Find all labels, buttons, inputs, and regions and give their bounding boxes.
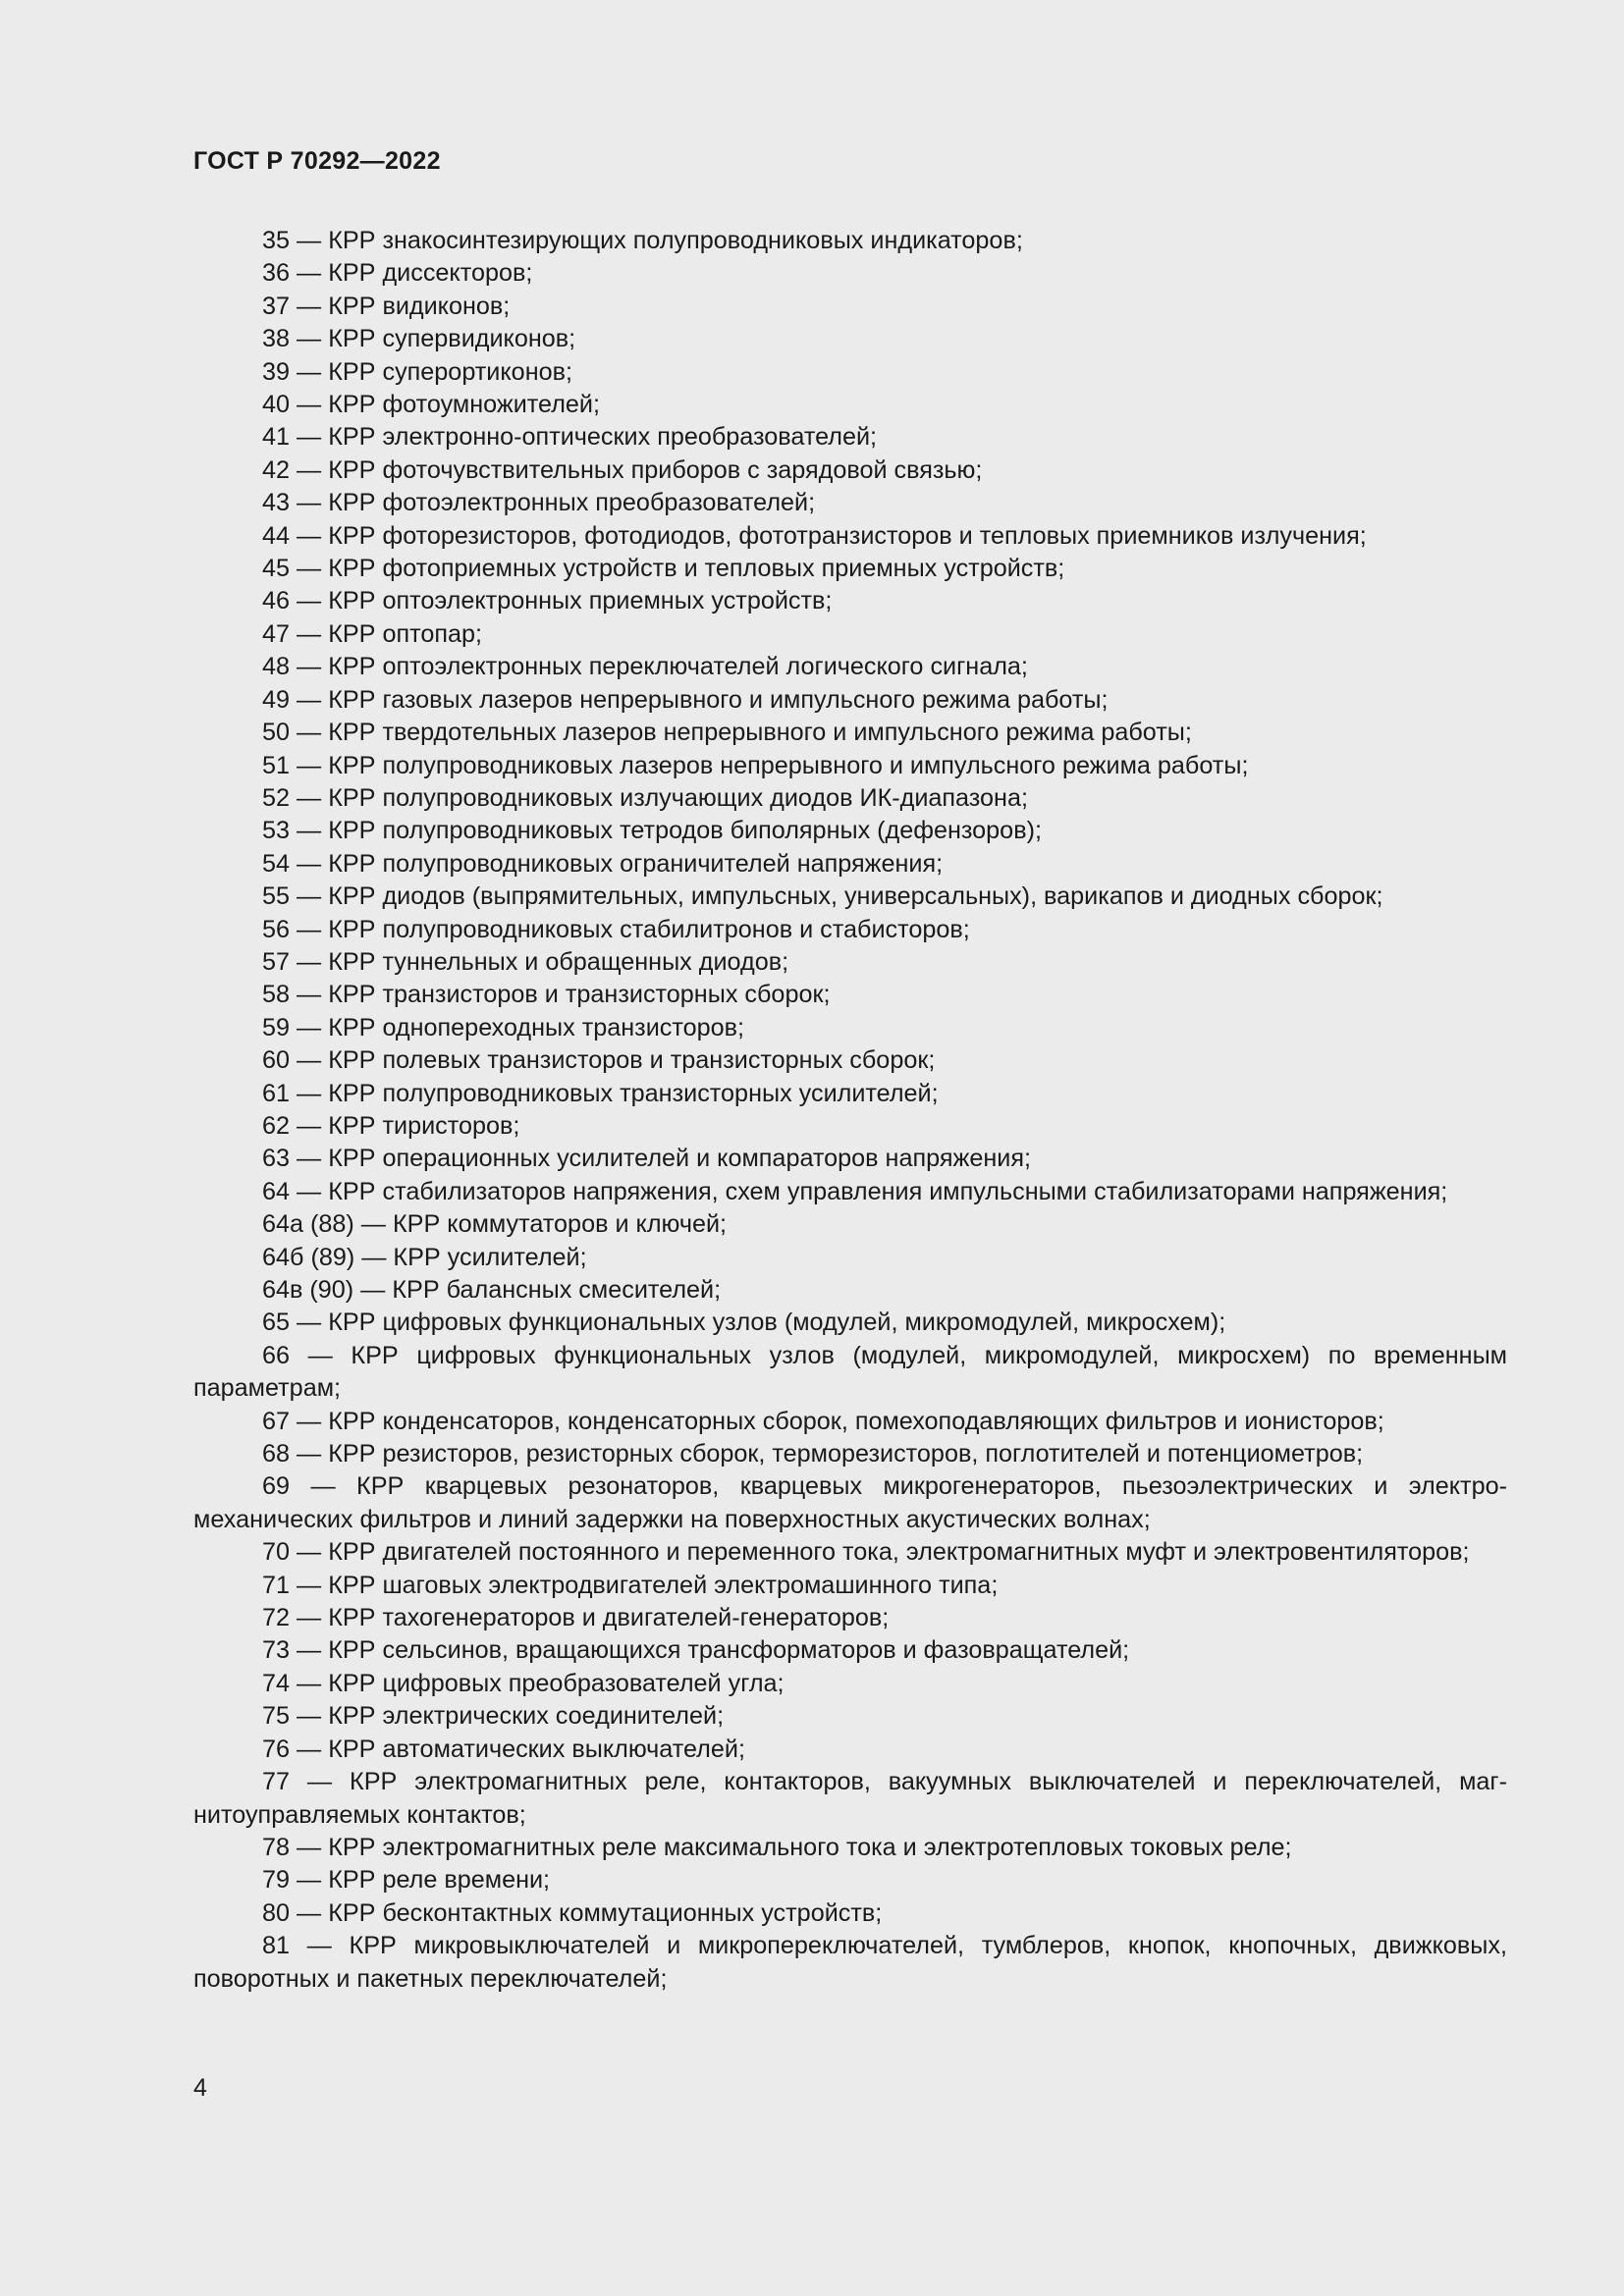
list-item: 35 — КРР знакосинтезирующих полупроводниковых индикаторов; — [262, 227, 1023, 254]
list-item: 46 — КРР оптоэлектронных приемных устройств; — [262, 587, 833, 615]
list-item: 58 — КРР транзисторов и транзисторных сборок; — [262, 981, 831, 1009]
list-item: 74 — КРР цифровых преобразователей угла; — [262, 1669, 785, 1697]
list-item: 72 — КРР тахогенераторов и двигателей-генераторов; — [262, 1604, 890, 1632]
list-item: 77 — КРР электромагнитных реле, контакторов, вакуумных выключателей и переключателей, магнитоуправляемых контактов; — [193, 1768, 1507, 1829]
list-item: 79 — КРР реле времени; — [262, 1866, 551, 1895]
list-item: 41 — КРР электронно-оптических преобразователей; — [262, 423, 878, 452]
list-item: 63 — КРР операционных усилителей и компараторов напряжения; — [262, 1145, 1031, 1173]
list-item: 64 — КРР стабилизаторов напряжения, схем управления импульсными стабилизаторами напряжения; — [262, 1177, 1448, 1205]
document-code-header: ГОСТ Р 70292—2022 — [193, 147, 441, 175]
list-item: 64в (90) — КРР балансных смесителей; — [262, 1276, 722, 1304]
list-item: 70 — КРР двигателей постоянного и переменного тока, электромагнитных муфт и электровентиляторов; — [262, 1538, 1470, 1567]
list-item: 40 — КРР фотоумножителей; — [262, 391, 601, 419]
list-item: 68 — КРР резисторов, резисторных сборок, терморезисторов, поглотителей и потенциометров; — [262, 1440, 1364, 1468]
list-item: 37 — КРР видиконов; — [262, 292, 511, 320]
list-item: 50 — КРР твердотельных лазеров непрерывного и импульсного режима работы; — [262, 719, 1192, 747]
list-item: 75 — КРР электрических соединителей; — [262, 1702, 725, 1731]
list-item: 61 — КРР полупроводниковых транзисторных усилителей; — [262, 1079, 939, 1107]
list-item: 60 — КРР полевых транзисторов и транзисторных сборок; — [262, 1046, 936, 1075]
list-item: 80 — КРР бесконтактных коммутационных устройств; — [262, 1898, 883, 1927]
list-item: 52 — КРР полупроводниковых излучающих диодов ИК-диапазона; — [262, 783, 1028, 812]
list-item: 55 — КРР диодов (выпрямительных, импульсных, универсальных), варикапов и диодных сборок; — [262, 882, 1383, 911]
list-item: 69 — КРР кварцевых резонаторов, кварцевых микрогенераторов, пьезоэлектрических и электромеханических фильтров и линий задержки на поверхностных акустических волнах; — [193, 1472, 1507, 1533]
list-item: 39 — КРР суперортиконов; — [262, 357, 572, 386]
list-item: 56 — КРР полупроводниковых стабилитронов и стабисторов; — [262, 915, 970, 943]
list-item: 59 — КРР однопереходных транзисторов; — [262, 1013, 745, 1041]
list-item: 54 — КРР полупроводниковых ограничителей напряжения; — [262, 849, 944, 878]
list-item: 71 — КРР шаговых электродвигателей электромашинного типа; — [262, 1571, 999, 1599]
list-item: 42 — КРР фоточувствительных приборов с зарядовой связью; — [262, 455, 983, 484]
list-item: 45 — КРР фотоприемных устройств и тепловых приемных устройств; — [262, 555, 1065, 583]
list-item: 76 — КРР автоматических выключателей; — [262, 1735, 745, 1763]
list-item: 43 — КРР фотоэлектронных преобразователей; — [262, 489, 816, 517]
page-number: 4 — [193, 2074, 207, 2102]
list-item: 64б (89) — КРР усилителей; — [262, 1243, 587, 1271]
list-item: 81 — КРР микровыключателей и микропереключателей, тумблеров, кнопок, кнопочных, движковых, поворотных и пакетных переключателей; — [193, 1932, 1507, 1993]
abbreviation-list — [193, 225, 1507, 1996]
list-item: 48 — КРР оптоэлектронных переключателей логического сигнала; — [262, 653, 1028, 681]
list-item: 36 — КРР диссекторов; — [262, 259, 533, 288]
list-item: 67 — КРР конденсаторов, конденсаторных сборок, помехоподавляющих фильтров и ионисторов; — [262, 1407, 1384, 1435]
list-item: 44 — КРР фоторезисторов, фотодиодов, фототранзисторов и тепловых приемников излучения; — [262, 521, 1367, 550]
list-item: 49 — КРР газовых лазеров непрерывного и импульсного режима работы; — [262, 685, 1109, 714]
list-item: 66 — КРР цифровых функциональных узлов (модулей, микромодулей, микросхем) по временным параметрам; — [193, 1341, 1507, 1403]
list-item: 47 — КРР оптопар; — [262, 619, 483, 648]
list-item: 38 — КРР супервидиконов; — [262, 325, 576, 353]
list-item: 78 — КРР электромагнитных реле максимального тока и электротепловых токовых реле; — [262, 1833, 1292, 1861]
list-item: 51 — КРР полупроводниковых лазеров непрерывного и импульсного режима работы; — [262, 751, 1249, 779]
list-item: 53 — КРР полупроводниковых тетродов биполярных (дефензоров); — [262, 817, 1042, 845]
list-item: 57 — КРР туннельных и обращенных диодов; — [262, 947, 789, 976]
list-item: 65 — КРР цифровых функциональных узлов (модулей, микромодулей, микросхем); — [262, 1308, 1226, 1337]
list-item: 73 — КРР сельсинов, вращающихся трансформаторов и фазовращателей; — [262, 1636, 1130, 1665]
list-item: 64а (88) — КРР коммутаторов и ключей; — [262, 1210, 728, 1239]
list-item: 62 — КРР тиристоров; — [262, 1111, 520, 1140]
